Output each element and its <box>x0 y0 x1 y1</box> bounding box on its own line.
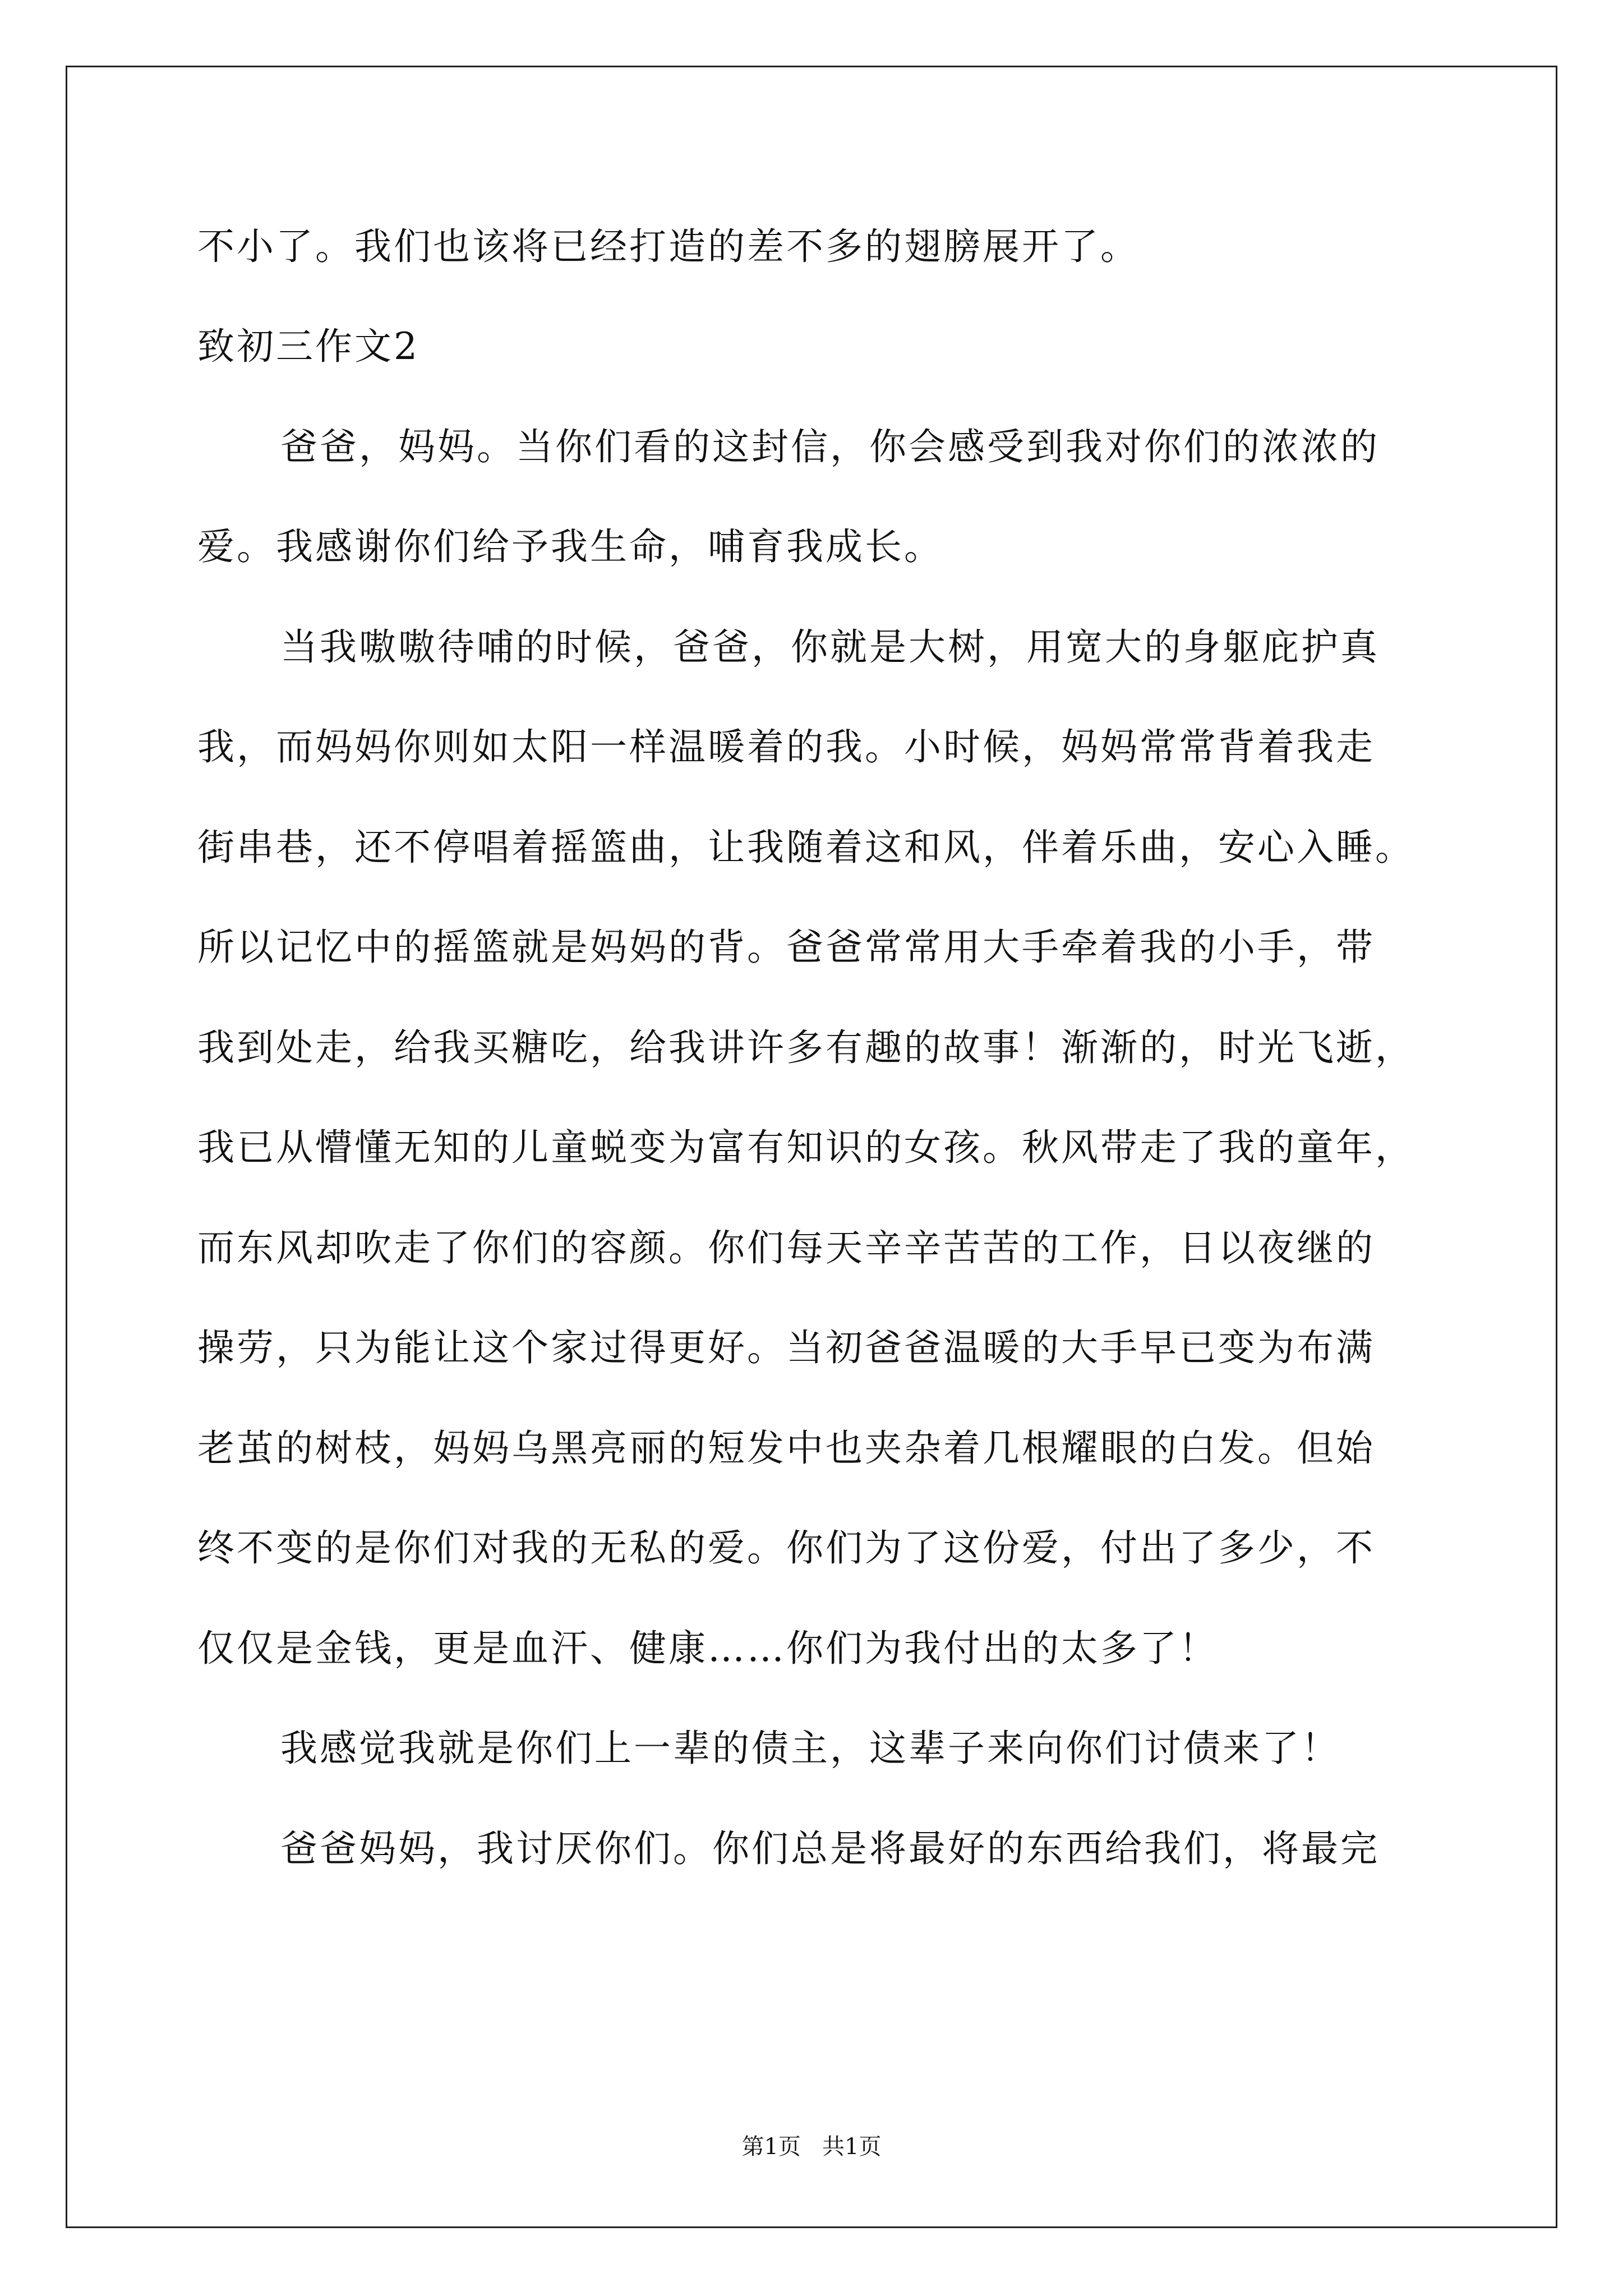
paragraph-2-line-3: 街串巷，还不停唱着摇篮曲，让我随着这和风，伴着乐曲，安心入睡。 <box>197 826 1414 869</box>
paragraph-2-line-1: 当我嗷嗷待哺的时候，爸爸，你就是大树，用宽大的身躯庇护真 <box>280 625 1380 669</box>
paragraph-2-line-8: 操劳，只为能让这个家过得更好。当初爸爸温暖的大手早已变为布满 <box>197 1326 1375 1369</box>
paragraph-2-line-11: 仅仅是金钱，更是血汗、健康……你们为我付出的太多了！ <box>197 1627 1218 1670</box>
paragraph-2-line-7: 而东风却吹走了你们的容颜。你们每天辛辛苦苦的工作，日以夜继的 <box>197 1226 1375 1269</box>
paragraph-1-line-2: 爱。我感谢你们给予我生命，哺育我成长。 <box>197 525 943 568</box>
paragraph-1-line-1: 爸爸，妈妈。当你们看的这封信，你会感受到我对你们的浓浓的 <box>280 425 1380 468</box>
paragraph-2-line-4: 所以记忆中的摇篮就是妈妈的背。爸爸常常用大手牵着我的小手，带 <box>197 926 1375 969</box>
paragraph-4-line-1: 爸爸妈妈，我讨厌你们。你们总是将最好的东西给我们，将最完 <box>280 1827 1380 1870</box>
paragraph-2-line-2: 我，而妈妈你则如太阳一样温暖着的我。小时候，妈妈常常背着我走 <box>197 725 1375 769</box>
paragraph-2-line-10: 终不变的是你们对我的无私的爱。你们为了这份爱，付出了多少，不 <box>197 1526 1375 1570</box>
paragraph-2-line-6: 我已从懵懂无知的儿童蜕变为富有知识的女孩。秋风带走了我的童年， <box>197 1126 1414 1169</box>
page-number-footer: 第1页 共1页 <box>741 2134 882 2160</box>
paragraph-2-line-5: 我到处走，给我买糖吃，给我讲许多有趣的故事！渐渐的，时光飞逝， <box>197 1026 1414 1069</box>
paragraph-2-line-9: 老茧的树枝，妈妈乌黑亮丽的短发中也夹杂着几根耀眼的白发。但始 <box>197 1427 1375 1470</box>
section-title: 致初三作文2 <box>197 325 419 368</box>
paragraph-3-line-1: 我感觉我就是你们上一辈的债主，这辈子来向你们讨债来了！ <box>280 1727 1340 1770</box>
continuation-line: 不小了。我们也该将已经打造的差不多的翅膀展开了。 <box>197 225 1140 268</box>
